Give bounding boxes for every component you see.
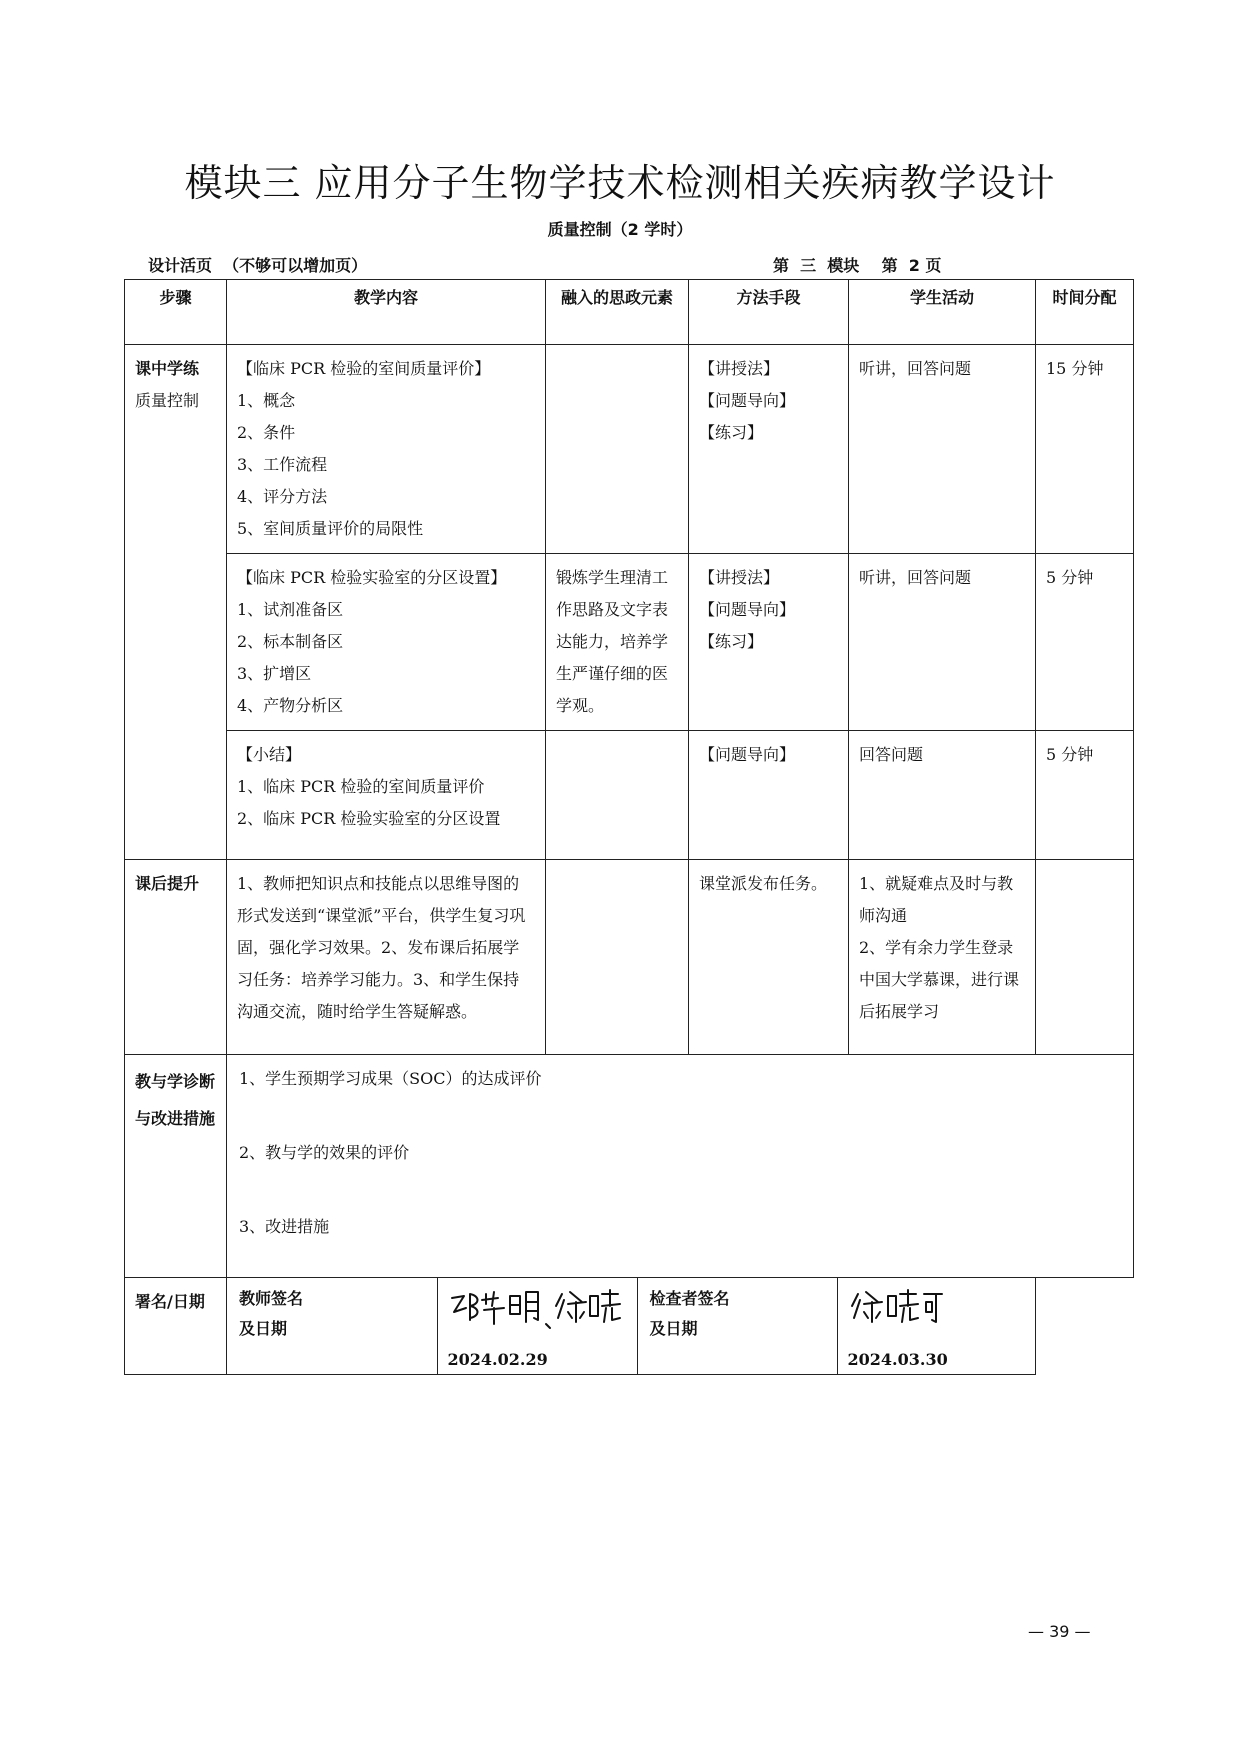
method-line: 【讲授法】 [699, 568, 780, 587]
ideology-cell: 锻炼学生理清工作思路及文字表达能力，培养学生严谨仔细的医学观。 [546, 554, 689, 731]
step-title: 课中学练 [135, 359, 200, 378]
checker-sign-date: 2024.03.30 [847, 1350, 948, 1369]
page-title: 模块三 应用分子生物学技术检测相关疾病教学设计 [184, 161, 1056, 205]
header-time: 时间分配 [1036, 280, 1134, 345]
content-cell [227, 345, 546, 554]
header-method: 方法手段 [689, 280, 849, 345]
teacher-sign-label: 教师签名 [239, 1289, 304, 1308]
lesson-plan-table [124, 279, 1134, 1375]
design-sheet-label: 设计活页 （不够可以增加页） [148, 256, 368, 275]
table-row [125, 860, 1134, 1055]
content-line: 【临床 PCR 检验的室间质量评价】 [237, 359, 491, 378]
step-cell-after-class [125, 860, 227, 1055]
content-paragraph: 2、发布课后拓展学习任务：培养学习能力。3、和学生保持沟通交流，随时给学生答疑解惑。 [237, 938, 520, 1021]
content-line: 2、标本制备区 [237, 632, 344, 651]
content-line: 2、条件 [237, 423, 296, 442]
content-line: 1、临床 PCR 检验的室间质量评价 [237, 777, 485, 796]
table-row [125, 1055, 1134, 1278]
teacher-sign-date: 2024.02.29 [447, 1350, 548, 1369]
content-line: 1、试剂准备区 [237, 600, 344, 619]
content-line: 5、室间质量评价的局限性 [237, 519, 424, 538]
header-content: 教学内容 [227, 280, 546, 345]
method-line: 【练习】 [699, 423, 764, 442]
content-line: 3、工作流程 [237, 455, 328, 474]
step-title: 署名/日期 [135, 1292, 205, 1311]
method-line: 【问题导向】 [699, 391, 796, 410]
time-cell: 5 分钟 [1036, 731, 1134, 860]
method-cell: 课堂派发布任务。 [689, 860, 849, 1055]
teacher-sign-label-cell [227, 1278, 437, 1374]
method-line: 【问题导向】 [699, 600, 796, 619]
step-cell-diagnosis [125, 1055, 227, 1278]
step-subtitle: 质量控制 [135, 391, 200, 410]
header-step: 步骤 [125, 280, 227, 345]
step-title: 教与学诊断与改进措施 [135, 1072, 216, 1128]
time-cell: 15 分钟 [1036, 345, 1134, 554]
checker-sign-label-cell [637, 1278, 837, 1374]
content-paragraph: 1、教师把知识点和技能点以思维导图的形式发送到“课堂派”平台，供学生复习巩固，强化学习效果。 [237, 874, 526, 957]
diagnosis-cell [227, 1055, 1134, 1278]
content-line: 4、评分方法 [237, 487, 328, 506]
method-cell [689, 345, 849, 554]
step-title: 课后提升 [135, 874, 200, 893]
teacher-signature-image [446, 1284, 626, 1330]
activity-cell: 回答问题 [849, 731, 1036, 860]
method-line: 【练习】 [699, 632, 764, 651]
content-cell [227, 554, 546, 731]
teacher-signature-cell [437, 1278, 637, 1374]
content-line: 【小结】 [237, 745, 302, 764]
content-line: 3、扩增区 [237, 664, 312, 683]
activity-paragraph: 2、学有余力学生登录中国大学慕课，进行课后拓展学习 [859, 938, 1020, 1021]
table-row [125, 731, 1134, 860]
signature-row [125, 1278, 1134, 1375]
teacher-date-label: 及日期 [239, 1319, 288, 1338]
content-line: 2、临床 PCR 检验实验室的分区设置 [237, 809, 501, 828]
activity-paragraph: 1、就疑难点及时与教师沟通 [859, 874, 1014, 925]
ideology-cell [546, 731, 689, 860]
checker-date-label: 及日期 [649, 1319, 698, 1338]
step-cell-in-class [125, 345, 227, 860]
checker-sign-label: 检查者签名 [649, 1289, 730, 1308]
page-subtitle: 质量控制（2 学时） [547, 220, 693, 239]
page-number: — 39 — [1028, 1622, 1091, 1641]
method-cell [689, 554, 849, 731]
table-row [125, 554, 1134, 731]
content-line: 4、产物分析区 [237, 696, 344, 715]
header-activity: 学生活动 [849, 280, 1036, 345]
content-cell [227, 731, 546, 860]
table-row [125, 345, 1134, 554]
method-cell [689, 731, 849, 860]
diagnosis-item: 2、教与学的效果的评价 [239, 1143, 410, 1162]
content-line: 1、概念 [237, 391, 296, 410]
header-ideology: 融入的思政元素 [546, 280, 689, 345]
content-line: 【临床 PCR 检验实验室的分区设置】 [237, 568, 507, 587]
activity-cell: 听讲，回答问题 [849, 345, 1036, 554]
signature-block [227, 1278, 1036, 1375]
content-cell [227, 860, 546, 1055]
diagnosis-item: 1、学生预期学习成果（SOC）的达成评价 [239, 1069, 542, 1088]
time-cell [1036, 860, 1134, 1055]
method-line: 【问题导向】 [699, 745, 796, 764]
method-line: 【讲授法】 [699, 359, 780, 378]
time-cell: 5 分钟 [1036, 554, 1134, 731]
checker-signature-image [846, 1284, 946, 1330]
diagnosis-item: 3、改进措施 [239, 1217, 330, 1236]
activity-cell: 听讲，回答问题 [849, 554, 1036, 731]
activity-cell [849, 860, 1036, 1055]
checker-signature-cell [837, 1278, 1035, 1374]
module-page-label: 第 三 模块 第 2 页 [773, 256, 942, 275]
step-cell-signature [125, 1278, 227, 1375]
ideology-cell [546, 345, 689, 554]
table-header-row [125, 280, 1134, 345]
ideology-cell [546, 860, 689, 1055]
